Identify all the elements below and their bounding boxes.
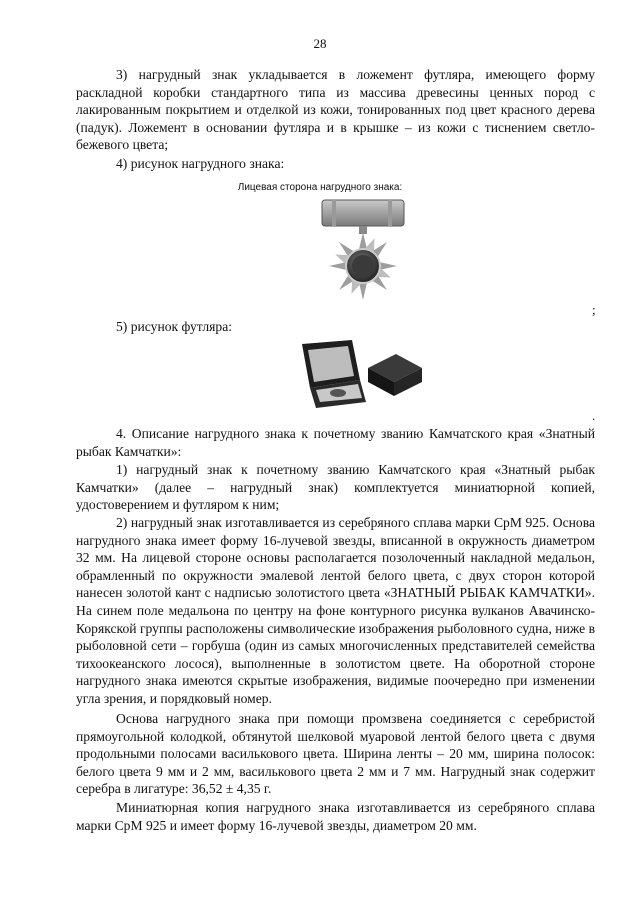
section-4-heading: 4. Описание нагрудного знака к почетному званию Камчатского края «Знатный рыбак Камчатки»:	[76, 426, 595, 459]
paragraph-item-3: 3) нагрудный знак укладывается в ложемент футляра, имеющего форму раскладной коробки стандартного типа из массива древесины ценных пород с лакированным покрытием и отделкой из кожи, тонированных под цвет красного дерева (падук). Ложемент в основании футляра и в крышке – из кожи с тиснением светло-бежевого цвета;	[76, 67, 595, 153]
case-image	[296, 336, 426, 411]
paragraph-item-5: 5) рисунок футляра:	[116, 319, 233, 334]
paragraph-sub-1: 1) нагрудный знак к почетному званию Камчатского края «Знатный рыбак Камчатки» (далее – нагрудный знак) комплектуется миниатюрной копией, удостоверением и футляром к ним;	[76, 462, 595, 513]
figure-caption: Лицевая сторона нагрудного знака:	[237, 182, 403, 193]
paragraph-mini-copy: Миниатюрная копия нагрудного знака изготавливается из серебряного сплава марки СрМ 925 и имеет форму 16-лучевой звезды, диаметром 20 мм.	[76, 800, 595, 833]
paragraph-sub-2: 2) нагрудный знак изготавливается из серебряного сплава марки СрМ 925. Основа нагрудного знака имеет форму 16-лучевой звезды, вписанной в окружность диаметром 32 мм. На лицевой стороне основы располагается позолоченный накладной медальон, обрамленный по окружности эмалевой лентой белого цвета, с двух сторон которой нанесен золотой кант с надписью золотистого цвета «ЗНАТНЫЙ РЫБАК КАМЧАТКИ». На синем поле медальона по центру на фоне контурного рисунка вулканов Авачинско-Корякской группы расположены символические изображения рыболовного судна, ниже в рыболовной сети – горбуша (один из самых многочисленных представителей семейства тихоокеанского лосося), выполненные в золотистом цвете. На оборотной стороне нагрудного знака имеются скрытые изображения, видимые поочередно при изменении угла зрения, и порядковый номер.	[76, 515, 595, 706]
semicolon-mark: ;	[592, 302, 596, 317]
badge-image	[318, 196, 408, 306]
paragraph-base: Основа нагрудного знака при помощи промзвена соединяется с серебристой прямоугольной колодкой, обтянутой шелковой муаровой лентой белого цвета с двумя продольными полосами василькового цвета. Ширина ленты – 20 мм, ширина полосок: белого цвета 9 мм и 2 мм, василькового цвета 2 мм и 7 мм. Нагрудный знак содержит серебра в лигатуре: 36,52 ± 4,35 г.	[76, 711, 595, 797]
page-number: 28	[313, 36, 327, 51]
period-mark: .	[592, 408, 596, 423]
paragraph-item-4: 4) рисунок нагрудного знака:	[116, 156, 285, 171]
